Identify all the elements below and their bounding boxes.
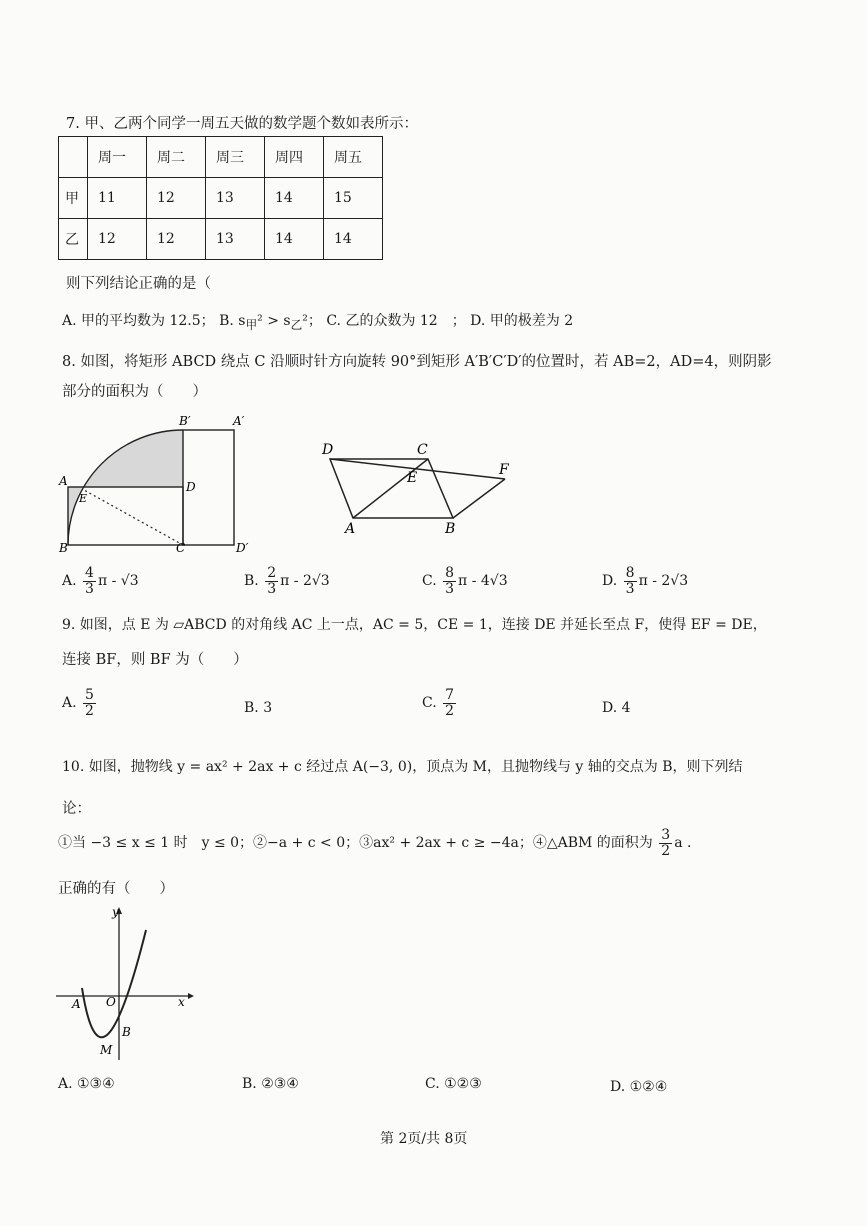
q9-option-b: B. 3 — [244, 700, 273, 716]
table-cell: 13 — [206, 219, 265, 260]
q8-option-c: C. $\frac{8}{3}$ π - 4√3 — [422, 565, 508, 597]
table-cell: 12 — [88, 219, 147, 260]
label-d-prime: D′ — [236, 541, 249, 555]
table-header-cell: 周二 — [147, 137, 206, 178]
label-b: B — [59, 541, 68, 555]
q10-line1: 10. 如图，抛物线 y = ax² + 2ax + c 经过点 A(−3, 0)，顶点为 M，且抛物线与 y 轴的交点为 B，则下列结 — [62, 759, 743, 775]
table-cell: 甲 — [59, 178, 88, 219]
q7-option-a: A. 甲的平均数为 12.5； — [62, 313, 215, 329]
q9-option-c: C. $\frac{7}{2}$ — [422, 687, 455, 719]
diagonal-ac — [353, 459, 428, 518]
q10-option-d: D. ①②④ — [610, 1079, 668, 1095]
table-header-cell: 周五 — [324, 137, 383, 178]
label-origin: O — [106, 995, 116, 1009]
q8-option-b: B. $\frac{2}{3}$ π - 2√3 — [244, 565, 330, 597]
q8-option-a: A. $\frac{4}{3}$ π - √3 — [62, 565, 139, 597]
q7-option-b: B. $s_甲^2 > s_乙^2$； — [219, 313, 322, 332]
label-f: F — [499, 462, 509, 478]
label-a: A — [72, 997, 81, 1011]
q8-line2: 部分的面积为（ ） — [62, 384, 207, 400]
parabola-curve — [82, 930, 146, 1037]
segment-bf — [453, 479, 505, 518]
table-cell — [59, 137, 88, 178]
table-header-cell: 周四 — [265, 137, 324, 178]
label-m: M — [100, 1043, 113, 1057]
q10-line3: ①当 −3 ≤ x ≤ 1 时 y ≤ 0；②−a + c < 0；③ax² + 2ax + c ≥ −4a；④△ABM 的面积为 $\frac{3}{2}$ a . — [58, 827, 692, 859]
label-d: D — [322, 442, 334, 458]
table-cell: 14 — [324, 219, 383, 260]
table-cell: 12 — [147, 178, 206, 219]
table-row — [59, 219, 383, 260]
q7-table — [58, 136, 383, 260]
label-a: A — [345, 521, 356, 537]
table-cell: 11 — [88, 178, 147, 219]
label-a: A — [59, 474, 68, 488]
dotted-line-ce — [84, 490, 183, 545]
table-row — [59, 137, 383, 178]
label-x: x — [178, 995, 185, 1009]
table-cell: 14 — [265, 219, 324, 260]
table-cell: 乙 — [59, 219, 88, 260]
q10-figure-parabola — [52, 900, 197, 1065]
q9-line2: 连接 BF，则 BF 为（ ） — [62, 652, 248, 668]
label-e: E — [407, 470, 418, 486]
label-c: C — [176, 541, 186, 555]
page-footer: 第 2页/共 8页 — [380, 1131, 468, 1147]
label-b: B — [122, 1025, 131, 1039]
q8-figure-rotation — [55, 412, 265, 557]
x-axis-arrow — [188, 993, 194, 999]
q9-option-d: D. 4 — [602, 700, 631, 716]
table-header-cell: 周一 — [88, 137, 147, 178]
q10-line2: 论： — [62, 801, 91, 817]
table-header-cell: 周三 — [206, 137, 265, 178]
q10-line4: 正确的有（ ） — [58, 881, 174, 897]
label-a-prime: A′ — [233, 414, 245, 428]
q7-option-d: D. 甲的极差为 2 — [470, 313, 574, 329]
q8-line1: 8. 如图，将矩形 ABCD 绕点 C 沿顺时针方向旋转 90°到矩形 A′B′C′D′的位置时，若 AB=2，AD=4，则阴影 — [62, 354, 772, 370]
q9-figure-parallelogram — [315, 432, 525, 542]
table-cell: 15 — [324, 178, 383, 219]
q8-option-d: D. $\frac{8}{3}$ π - 2√3 — [602, 565, 689, 597]
label-y: y — [112, 905, 119, 919]
q7-options — [62, 310, 573, 333]
q9-option-a: A. $\frac{5}{2}$ — [62, 687, 94, 719]
table-cell: 12 — [147, 219, 206, 260]
q10-option-a: A. ①③④ — [58, 1076, 115, 1092]
q10-option-b: B. ②③④ — [242, 1076, 299, 1092]
table-row — [59, 178, 383, 219]
table-cell: 13 — [206, 178, 265, 219]
label-d: D — [186, 480, 196, 494]
label-b-prime: B′ — [179, 414, 191, 428]
table-cell: 14 — [265, 178, 324, 219]
label-e: E — [79, 492, 88, 505]
q7-option-c: C. 乙的众数为 12 ； — [326, 313, 466, 329]
q10-option-c: C. ①②③ — [425, 1076, 482, 1092]
segment-df — [330, 459, 505, 479]
label-b: B — [445, 521, 456, 537]
q7-stem: 7. 甲、乙两个同学一周五天做的数学题个数如表所示： — [66, 116, 418, 132]
q9-line1: 9. 如图，点 E 为 ▱ABCD 的对角线 AC 上一点，AC = 5，CE = 1，连接 DE 并延长至点 F，使得 EF = DE， — [62, 617, 767, 633]
label-c: C — [417, 442, 428, 458]
q7-prompt: 则下列结论正确的是（ — [66, 276, 211, 292]
